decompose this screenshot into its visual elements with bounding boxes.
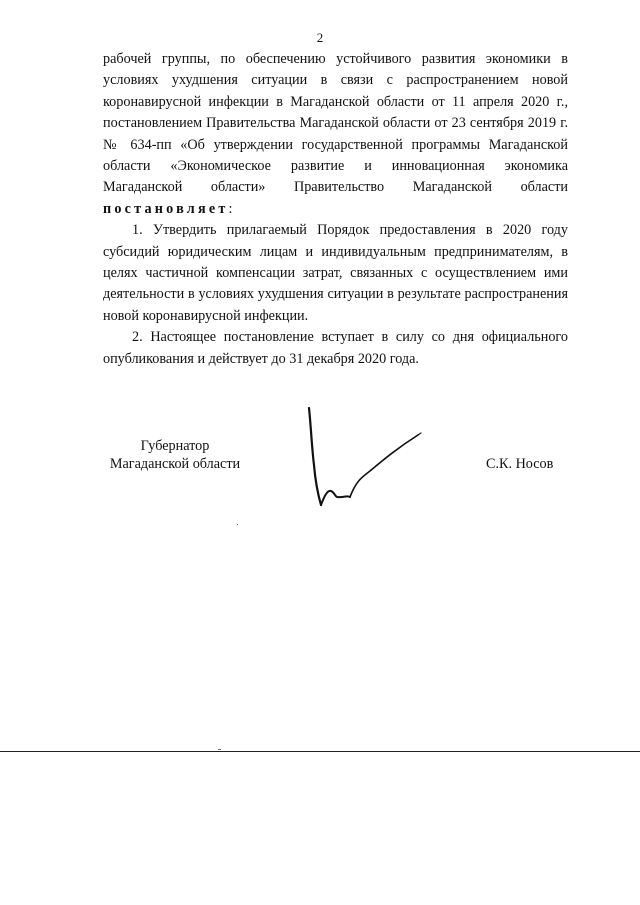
paragraph-intro [103, 49, 568, 220]
scan-speck [218, 749, 221, 750]
signer-name: С.К. Носов [486, 456, 554, 472]
paragraph-item-1: 1. Утвердить прилагаемый Порядок предоставления в 2020 году субсидий юридическим лицам и индивидуальным предпринимателям, в целях частичной компенсации затрат, связанных с осуществлением ими деятельности в условиях ухудшения ситуации в результате распространения новой коронавирусной инфекции. [103, 222, 568, 324]
position-line-2: Магаданской области [109, 456, 241, 472]
page-number: 2 [316, 30, 324, 45]
document-body [103, 49, 568, 370]
resolve-colon: : [228, 200, 233, 217]
intro-text: рабочей группы, по обеспечению устойчивого развития экономики в условиях ухудшения ситуации в связи с распространением новой коронавирусной инфекции в Магаданской области от 11 апреля 2020 г., постановлением Правительства Магаданской области от 23 сентября 2019 г. № 634-пп «Об утверждении государственной программы Магаданской области «Экономическое развитие и инновационная экономика Магаданской области» Правительство Магаданской области [103, 51, 568, 196]
signatory-position [100, 437, 250, 473]
position-line-1: Губернатор [140, 438, 210, 454]
bottom-rule [0, 751, 640, 752]
scan-speck [237, 524, 238, 525]
resolve-word: постановляет [103, 200, 229, 217]
handwritten-signature [300, 405, 425, 515]
paragraph-item-2: 2. Настоящее постановление вступает в силу со дня официального опубликования и действует до 31 декабря 2020 года. [103, 329, 568, 367]
